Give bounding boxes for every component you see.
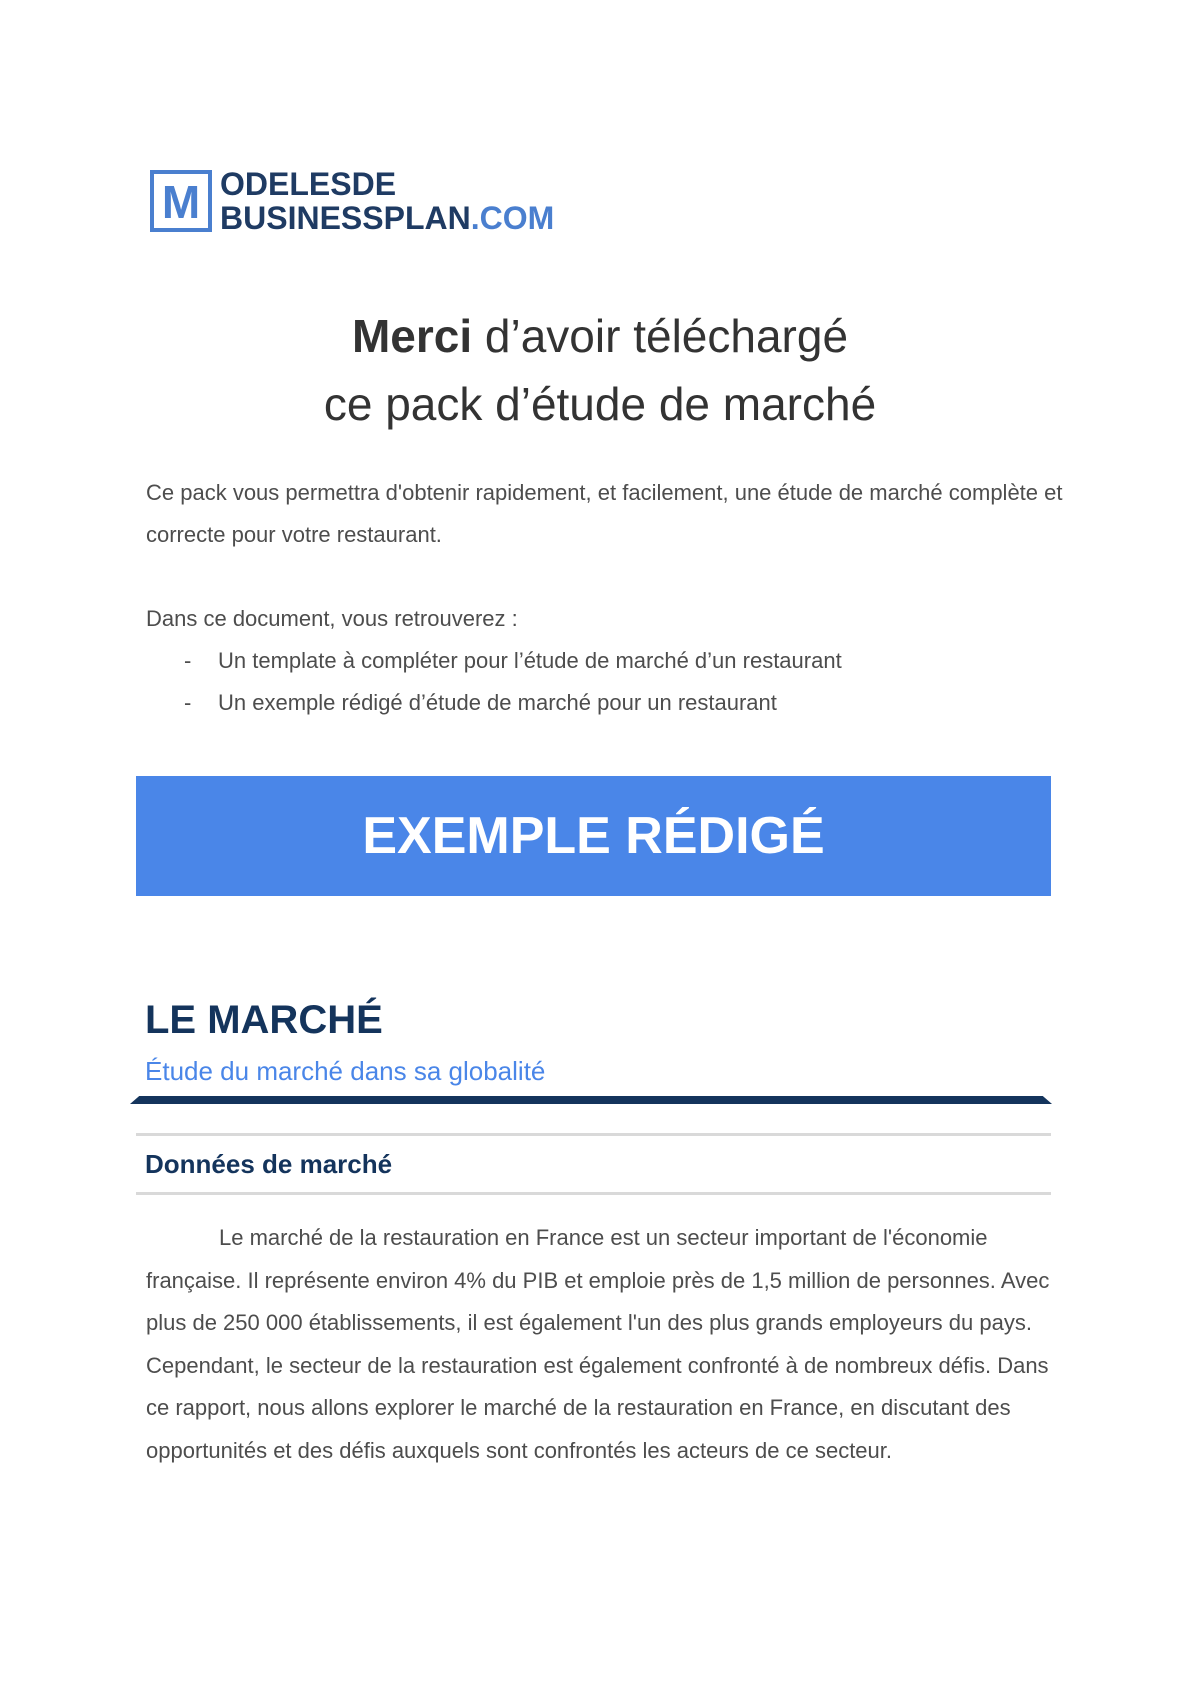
title-bold-word: Merci <box>351 310 473 362</box>
logo-line-2-suffix: .COM <box>470 200 555 236</box>
title-line-1-rest: d’avoir téléchargé <box>472 310 849 362</box>
subsection-title: Données de marché <box>145 1149 393 1179</box>
list-marker: - <box>184 648 192 673</box>
logo-line-2-main: BUSINESSPLAN <box>220 200 471 236</box>
logo-m-icon <box>150 170 212 232</box>
market-data-paragraph: Le marché de la restauration en France est un secteur important de l'économie française. Il représente environ 4% du PIB et emploie près de 1,5 million de personnes. Avec plus de 250 000 établissements, il est également l'un des plus grands employeurs du pays. Cependant, le secteur de la restauration est également confronté à de nombreux défis. Dans ce rapport, nous allons explorer le marché de la restauration en France, en discutant des opportunités et des défis auxquels sont confrontés les acteurs de ce secteur. <box>146 1225 1050 1463</box>
section-divider <box>130 1096 1052 1104</box>
section-title: LE MARCHÉ <box>145 998 383 1042</box>
page-title <box>0 302 1200 438</box>
list-item-text: Un exemple rédigé d’étude de marché pour un restaurant <box>218 690 777 715</box>
title-line-2: ce pack d’étude de marché <box>323 378 877 430</box>
list-item <box>146 640 842 682</box>
example-banner <box>136 776 1051 896</box>
logo-line-2 <box>220 201 554 235</box>
contents-list <box>146 640 842 724</box>
list-intro: Dans ce document, vous retrouverez : <box>146 606 518 631</box>
subsection-bottom-rule <box>136 1192 1051 1195</box>
title-line-1 <box>0 302 1200 370</box>
list-item <box>146 682 842 724</box>
section-subtitle: Étude du marché dans sa globalité <box>145 1056 546 1086</box>
logo-wordmark <box>220 167 554 235</box>
logo-line-1: ODELESDE <box>220 166 397 202</box>
list-item-text: Un template à compléter pour l’étude de marché d’un restaurant <box>218 648 842 673</box>
subsection-top-rule <box>136 1133 1051 1136</box>
intro-paragraph: Ce pack vous permettra d'obtenir rapidement, et facilement, une étude de marché complète et correcte pour votre restaurant. <box>146 480 1063 547</box>
list-marker: - <box>184 690 192 715</box>
logo-letter: M <box>161 176 201 228</box>
banner-text: EXEMPLE RÉDIGÉ <box>362 807 825 865</box>
